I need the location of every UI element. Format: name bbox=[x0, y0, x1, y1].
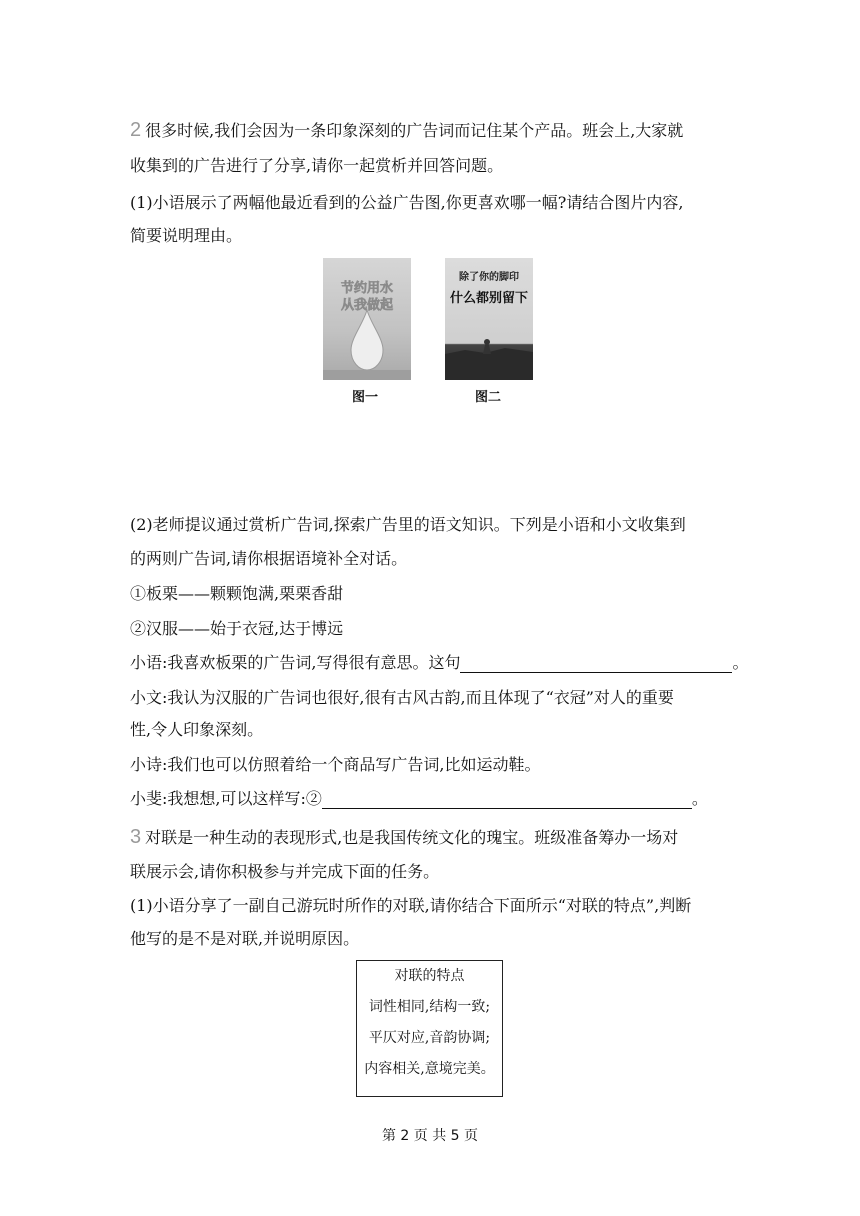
dialog-xiaoyu: 小语:我喜欢板栗的广告词,写得很有意思。这句 。 bbox=[130, 653, 749, 672]
q2-part2-line2: 的两则广告词,请你根据语境补全对话。 bbox=[130, 549, 408, 568]
q2-intro-line1: 2 很多时候,我们会因为一条印象深刻的广告词而记住某个产品。班会上,大家就 bbox=[130, 119, 684, 141]
q2-part1-line2: 简要说明理由。 bbox=[130, 226, 243, 245]
dialog-xiaowen-line2: 性,令人印象深刻。 bbox=[130, 720, 264, 739]
answer-blank-2[interactable] bbox=[322, 792, 692, 809]
q2-number: 2 bbox=[130, 119, 142, 141]
water-drop-illustration bbox=[323, 258, 411, 380]
answer-blank-1[interactable] bbox=[460, 656, 732, 673]
q3-intro-line2: 联展示会,请你积极参与并完成下面的任务。 bbox=[130, 862, 440, 881]
ad-slogan-2: ②汉服——始于衣冠,达于博远 bbox=[130, 619, 344, 638]
box-line-3: 内容相关,意境完美。 bbox=[364, 1061, 495, 1077]
q3-part1-line1: (1)小语分享了一副自己游玩时所作的对联,请你结合下面所示“对联的特点”,判断 bbox=[130, 896, 692, 915]
q2-part1-line1: (1)小语展示了两幅他最近看到的公益广告图,你更喜欢哪一幅?请结合图片内容, bbox=[130, 193, 684, 212]
q3-number: 3 bbox=[130, 826, 142, 848]
poster-image-1 bbox=[323, 258, 411, 380]
q3-intro-line1: 3 对联是一种生动的表现形式,也是我国传统文化的瑰宝。班级准备筹办一场对 bbox=[130, 826, 679, 848]
caption-image-1: 图一 bbox=[352, 390, 379, 405]
dialog-xiaofei: 小斐:我想想,可以这样写:② 。 bbox=[130, 789, 708, 808]
poster1-slogan-line2: 从我做起 bbox=[340, 298, 394, 313]
dialog-xiaowen-line1: 小文:我认为汉服的广告词也很好,很有古风古韵,而且体现了“衣冠”对人的重要 bbox=[130, 688, 674, 707]
dialog-xiaoshi: 小诗:我们也可以仿照着给一个商品写广告词,比如运动鞋。 bbox=[130, 755, 541, 774]
page-footer: 第 2 页 共 5 页 bbox=[381, 1128, 479, 1144]
couplet-features-box bbox=[356, 960, 503, 1097]
box-line-2: 平仄对应,音韵协调; bbox=[368, 1030, 491, 1046]
ad-slogan-1: ①板栗——颗颗饱满,栗栗香甜 bbox=[130, 584, 344, 603]
poster2-slogan-line2: 什么都别留下 bbox=[449, 291, 529, 306]
poster-image-2 bbox=[445, 258, 533, 380]
footprint-landscape-illustration bbox=[445, 258, 533, 380]
q3-part1-line2: 他写的是不是对联,并说明原因。 bbox=[130, 929, 360, 948]
box-line-1: 词性相同,结构一致; bbox=[368, 999, 491, 1015]
q2-part2-line1: (2)老师提议通过赏析广告词,探索广告里的语文知识。下列是小语和小文收集到 bbox=[130, 515, 686, 534]
caption-image-2: 图二 bbox=[475, 390, 502, 405]
poster2-slogan-line1: 除了你的脚印 bbox=[459, 272, 519, 283]
poster1-slogan-line1: 节约用水 bbox=[340, 281, 394, 296]
q2-intro-line2: 收集到的广告进行了分享,请你一起赏析并回答问题。 bbox=[130, 156, 504, 175]
box-title: 对联的特点 bbox=[394, 968, 465, 984]
